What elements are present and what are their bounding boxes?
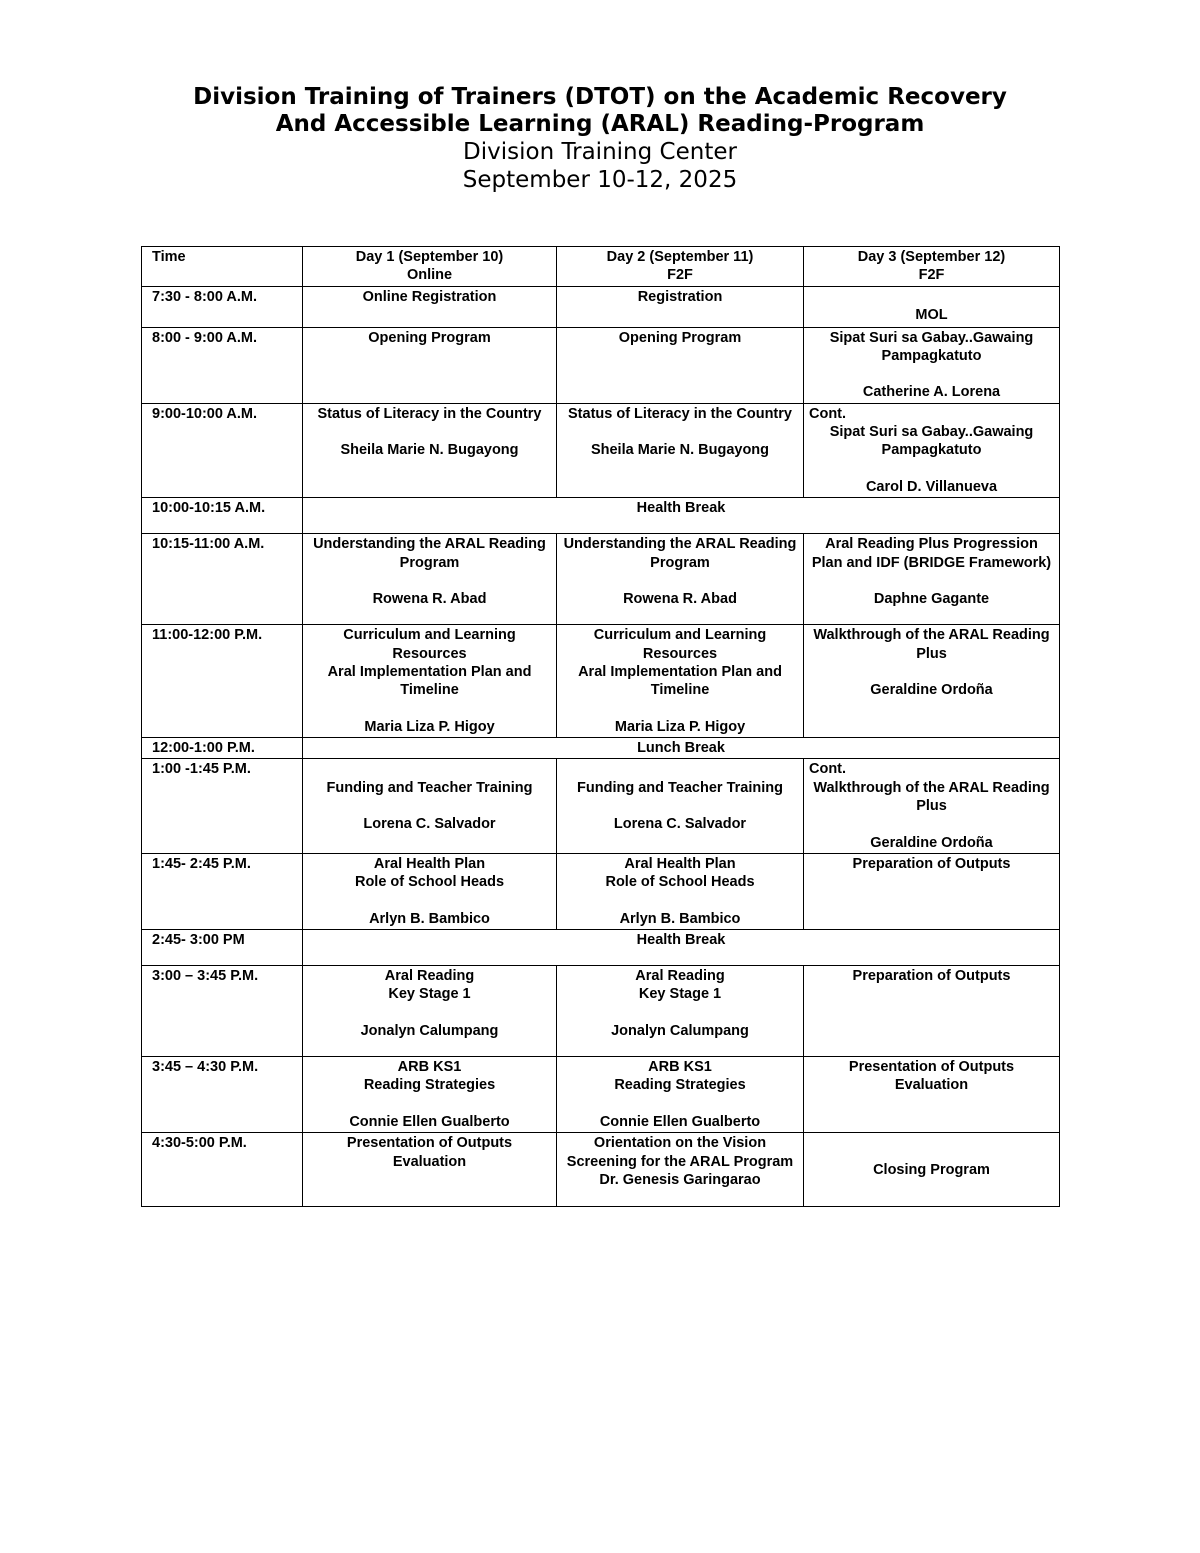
time-cell: 12:00-1:00 P.M. [142, 738, 303, 759]
table-row [142, 498, 1060, 534]
day1-cell: Aral Health Plan Role of School Heads Arlyn B. Bambico [303, 853, 557, 929]
day1-cell: Understanding the ARAL Reading Program Rowena R. Abad [303, 534, 557, 625]
table-header-row [142, 247, 1060, 287]
day3-cell: Sipat Suri sa Gabay..Gawaing Pampagkatuto Catherine A. Lorena [804, 327, 1060, 403]
table-row [142, 966, 1060, 1057]
time-cell: 1:45- 2:45 P.M. [142, 853, 303, 929]
day1-cell: Curriculum and Learning Resources Aral Implementation Plan and Timeline Maria Liza P. Higoy [303, 625, 557, 738]
day3-cell: Closing Program [804, 1133, 1060, 1207]
day3-cell: Aral Reading Plus Progression Plan and IDF (BRIDGE Framework) Daphne Gagante [804, 534, 1060, 625]
day1-cell: Aral Reading Key Stage 1 Jonalyn Calumpang [303, 966, 557, 1057]
time-cell: 2:45- 3:00 PM [142, 930, 303, 966]
day3-cell: Preparation of Outputs [804, 966, 1060, 1057]
title-line-2: And Accessible Learning (ARAL) Reading-Program [275, 111, 925, 137]
break-cell: Health Break [303, 498, 1060, 534]
event-dates: September 10-12, 2025 [462, 167, 738, 193]
schedule-table [141, 246, 1060, 1207]
day3-cell: Cont. Sipat Suri sa Gabay..Gawaing Pampagkatuto Carol D. Villanueva [804, 403, 1060, 497]
day1-cell: Online Registration [303, 286, 557, 327]
table-row [142, 930, 1060, 966]
header-day2: Day 2 (September 11) F2F [557, 247, 804, 287]
day1-cell: Status of Literacy in the Country Sheila Marie N. Bugayong [303, 403, 557, 497]
day1-cell: ARB KS1 Reading Strategies Connie Ellen Gualberto [303, 1057, 557, 1133]
table-row [142, 403, 1060, 497]
day2-cell: Opening Program [557, 327, 804, 403]
time-cell: 3:00 – 3:45 P.M. [142, 966, 303, 1057]
table-row [142, 534, 1060, 625]
time-cell: 10:15-11:00 A.M. [142, 534, 303, 625]
day2-cell: Registration [557, 286, 804, 327]
day1-cell: Presentation of Outputs Evaluation [303, 1133, 557, 1207]
break-cell: Health Break [303, 930, 1060, 966]
table-row [142, 1057, 1060, 1133]
day3-cell: Cont. Walkthrough of the ARAL Reading Plus Geraldine Ordoña [804, 759, 1060, 853]
day3-cell: Presentation of Outputs Evaluation [804, 1057, 1060, 1133]
table-row [142, 853, 1060, 929]
time-cell: 8:00 - 9:00 A.M. [142, 327, 303, 403]
day1-cell: Funding and Teacher Training Lorena C. Salvador [303, 759, 557, 853]
title-line-1: Division Training of Trainers (DTOT) on the Academic Recovery [193, 84, 1007, 110]
table-row [142, 738, 1060, 759]
table-row [142, 286, 1060, 327]
day2-cell: ARB KS1 Reading Strategies Connie Ellen Gualberto [557, 1057, 804, 1133]
day2-cell: Aral Health Plan Role of School Heads Arlyn B. Bambico [557, 853, 804, 929]
day2-cell: Curriculum and Learning Resources Aral Implementation Plan and Timeline Maria Liza P. Higoy [557, 625, 804, 738]
table-row [142, 759, 1060, 853]
time-cell: 3:45 – 4:30 P.M. [142, 1057, 303, 1133]
venue: Division Training Center [463, 139, 737, 165]
time-cell: 7:30 - 8:00 A.M. [142, 286, 303, 327]
header-day3: Day 3 (September 12) F2F [804, 247, 1060, 287]
day2-cell: Orientation on the Vision Screening for the ARAL Program Dr. Genesis Garingarao [557, 1133, 804, 1207]
day3-cell: Preparation of Outputs [804, 853, 1060, 929]
table-row [142, 1133, 1060, 1207]
day2-cell: Aral Reading Key Stage 1 Jonalyn Calumpang [557, 966, 804, 1057]
day2-cell: Status of Literacy in the Country Sheila Marie N. Bugayong [557, 403, 804, 497]
day2-cell: Understanding the ARAL Reading Program Rowena R. Abad [557, 534, 804, 625]
time-cell: 1:00 -1:45 P.M. [142, 759, 303, 853]
day3-cell: MOL [804, 286, 1060, 327]
header-day1: Day 1 (September 10) Online [303, 247, 557, 287]
header-time: Time [142, 247, 303, 287]
day2-cell: Funding and Teacher Training Lorena C. Salvador [557, 759, 804, 853]
time-cell: 10:00-10:15 A.M. [142, 498, 303, 534]
table-row [142, 327, 1060, 403]
day1-cell: Opening Program [303, 327, 557, 403]
table-row [142, 625, 1060, 738]
time-cell: 11:00-12:00 P.M. [142, 625, 303, 738]
time-cell: 4:30-5:00 P.M. [142, 1133, 303, 1207]
day3-cell: Walkthrough of the ARAL Reading Plus Geraldine Ordoña [804, 625, 1060, 738]
break-cell: Lunch Break [303, 738, 1060, 759]
time-cell: 9:00-10:00 A.M. [142, 403, 303, 497]
document-header [0, 84, 1200, 194]
